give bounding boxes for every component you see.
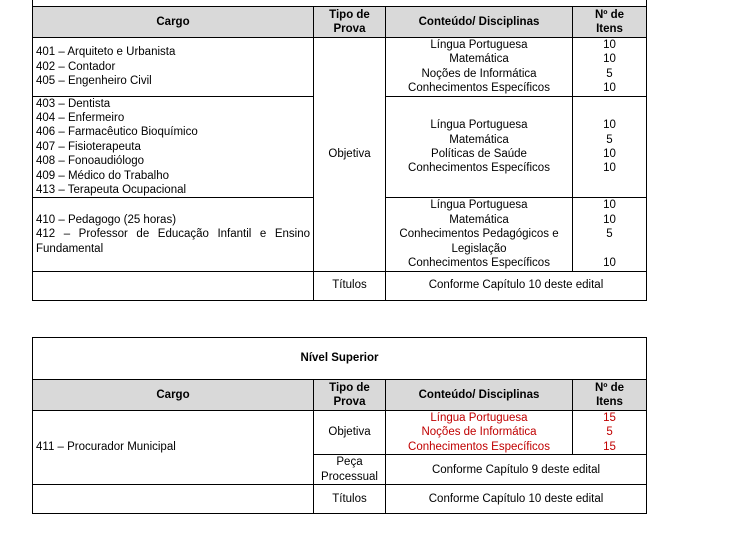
cargo-item: 412 – Professor de Educação Infantil e Ensino Fundamental bbox=[36, 228, 310, 255]
titulos-text: Conforme Capítulo 10 deste edital bbox=[386, 485, 647, 514]
cargo-cell bbox=[33, 38, 314, 97]
header-itens-line2: Itens bbox=[596, 396, 623, 408]
header-itens bbox=[573, 7, 647, 38]
itens-value: 10 bbox=[603, 213, 616, 226]
tipo-prova-objetiva: Objetiva bbox=[314, 411, 386, 455]
cargo-item: 401 – Arquiteto e Urbanista bbox=[36, 46, 176, 59]
table-row-objetiva bbox=[33, 411, 647, 455]
header-tipo-line2: Prova bbox=[333, 23, 366, 35]
tipo-prova-peca bbox=[314, 455, 386, 485]
itens-value: 5 bbox=[606, 426, 613, 439]
itens-value: 10 bbox=[603, 39, 616, 51]
header-itens-line1: Nº de bbox=[594, 381, 625, 394]
itens-cell bbox=[573, 38, 647, 97]
tipo-prova-objetiva: Objetiva bbox=[314, 38, 386, 272]
cargo-item: 406 – Farmacêutico Bioquímico bbox=[36, 126, 198, 139]
itens-value: 10 bbox=[603, 199, 616, 212]
table-nivel-superior bbox=[32, 337, 647, 514]
itens-value: 5 bbox=[606, 133, 613, 146]
disciplina: Conhecimentos Específicos bbox=[408, 82, 550, 95]
header-conteudo: Conteúdo/ Disciplinas bbox=[386, 380, 573, 411]
cargo-item: 413 – Terapeuta Ocupacional bbox=[36, 184, 187, 197]
disciplina: Língua Portuguesa bbox=[430, 412, 528, 424]
disciplina: Conhecimentos Específicos bbox=[408, 440, 550, 453]
cargo-item: 404 – Enfermeiro bbox=[36, 112, 125, 125]
cargo-item: 402 – Contador bbox=[36, 60, 116, 73]
header-tipo-prova bbox=[314, 7, 386, 38]
disciplinas-cell bbox=[386, 411, 573, 455]
itens-value: 5 bbox=[606, 67, 613, 80]
disciplina: Matemática bbox=[449, 133, 509, 146]
itens-value bbox=[576, 242, 643, 256]
itens-value: 15 bbox=[603, 412, 616, 424]
itens-value: 15 bbox=[603, 440, 616, 453]
disciplina: Políticas de Saúde bbox=[431, 148, 527, 161]
table-cargos-nivel-1 bbox=[32, 0, 647, 301]
header-itens-line2: Itens bbox=[596, 23, 623, 35]
itens-value: 10 bbox=[603, 53, 616, 66]
table-row-titulos bbox=[33, 485, 647, 514]
disciplina: Noções de Informática bbox=[421, 67, 537, 80]
cargo-item: 410 – Pedagogo (25 horas) bbox=[36, 213, 177, 226]
tipo-prova-titulos: Títulos bbox=[314, 271, 386, 300]
cargo-cell bbox=[33, 198, 314, 271]
itens-cell bbox=[573, 411, 647, 455]
header-conteudo: Conteúdo/ Disciplinas bbox=[386, 7, 573, 38]
table-title: Nível Superior bbox=[33, 338, 647, 380]
itens-cell bbox=[573, 96, 647, 198]
cargo-item: 408 – Fonoaudiólogo bbox=[36, 155, 145, 168]
cargo-item: 409 – Médico do Trabalho bbox=[36, 169, 169, 182]
cargo-cell bbox=[33, 96, 314, 198]
disciplinas-cell bbox=[386, 96, 573, 198]
header-itens-line1: Nº de bbox=[594, 8, 625, 21]
table-row bbox=[33, 38, 647, 97]
disciplina: Conhecimentos Específicos bbox=[408, 257, 550, 270]
disciplinas-cell bbox=[386, 198, 573, 271]
header-cargo: Cargo bbox=[33, 7, 314, 38]
disciplina: Conhecimentos Específicos bbox=[408, 162, 550, 175]
itens-value: 10 bbox=[603, 257, 616, 270]
titulos-text: Conforme Capítulo 10 deste edital bbox=[386, 271, 647, 300]
itens-value: 5 bbox=[606, 228, 613, 241]
disciplina: Matemática bbox=[449, 53, 509, 66]
table-header-row bbox=[33, 380, 647, 411]
itens-value: 10 bbox=[603, 148, 616, 161]
cargo-item: 403 – Dentista bbox=[36, 97, 111, 110]
disciplina: Língua Portuguesa bbox=[430, 119, 528, 132]
peca-line1: Peça bbox=[336, 456, 363, 469]
table-row-titulos bbox=[33, 271, 647, 300]
header-tipo-line1: Tipo de bbox=[329, 8, 370, 21]
cargo-cell: 411 – Procurador Municipal bbox=[33, 411, 314, 485]
cargo-item: 407 – Fisioterapeuta bbox=[36, 140, 141, 153]
disciplina: Noções de Informática bbox=[421, 426, 537, 439]
header-tipo-line2: Prova bbox=[333, 396, 366, 408]
disciplinas-cell bbox=[386, 38, 573, 97]
disciplina: Língua Portuguesa bbox=[430, 39, 528, 51]
itens-value: 10 bbox=[603, 162, 616, 175]
disciplina: Conhecimentos Pedagógicos e bbox=[399, 228, 559, 241]
cargo-item: 405 – Engenheiro Civil bbox=[36, 75, 152, 88]
empty-cell bbox=[33, 271, 314, 300]
tipo-prova-titulos: Títulos bbox=[314, 485, 386, 514]
header-tipo-line1: Tipo de bbox=[329, 381, 370, 394]
peca-line2: Processual bbox=[321, 470, 378, 483]
itens-value: 10 bbox=[603, 119, 616, 132]
table-header-row bbox=[33, 7, 647, 38]
header-itens bbox=[573, 380, 647, 411]
header-cargo: Cargo bbox=[33, 380, 314, 411]
disciplina: Legislação bbox=[451, 242, 507, 255]
itens-cell bbox=[573, 198, 647, 271]
peca-text: Conforme Capítulo 9 deste edital bbox=[386, 455, 647, 485]
disciplina: Língua Portuguesa bbox=[430, 199, 528, 212]
header-tipo-prova bbox=[314, 380, 386, 411]
itens-value: 10 bbox=[603, 82, 616, 95]
empty-cell bbox=[33, 485, 314, 514]
disciplina: Matemática bbox=[449, 213, 509, 226]
